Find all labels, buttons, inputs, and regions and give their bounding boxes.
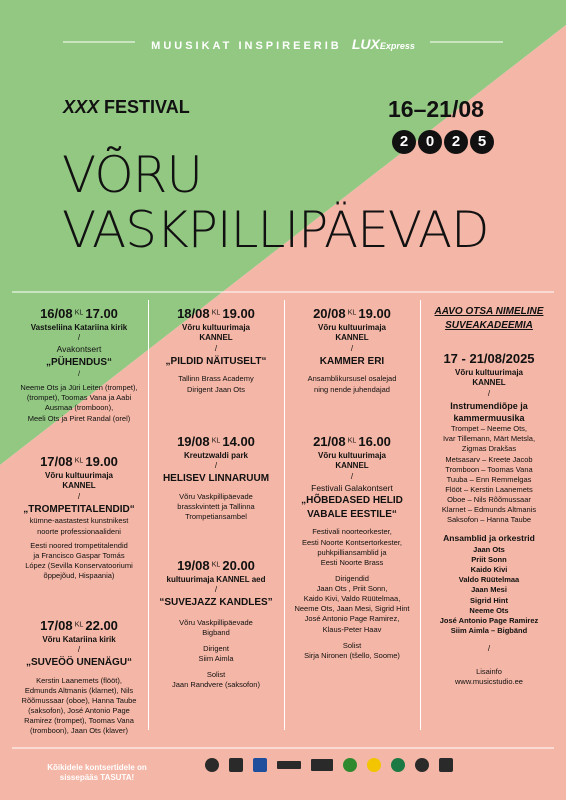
- separator: /: [77, 645, 81, 655]
- section-ensembles: Ansamblid ja orkestrid: [443, 533, 535, 544]
- sponsor-logo-icon: [277, 761, 301, 769]
- festival-dates: 16–21/08: [388, 96, 484, 122]
- event-desc: kümne-aastastest kunstnikest noorte professionaalideni: [29, 516, 129, 536]
- event-performers: Võru Vaskpillipäevade brasskvintett ja Tallinna Trompetiansambel: [177, 491, 255, 521]
- sponsor-logo-icon: [253, 758, 267, 772]
- column-divider: [284, 300, 285, 730]
- event-performers: Kerstin Laanemets (flööt), Edmunds Altmanis (klarnet), Nils Rõõmussaar (oboe), Hanna Taube (saksofon), José Antonio Page Ramirez (trompet), Toomas Vana (tromboon), Jaan Ots (klaver): [21, 675, 137, 736]
- event-venue: Võru Katariina kirik: [42, 634, 116, 644]
- event-title: „PILDID NÄITUSELT“: [165, 355, 267, 367]
- event-performers: Neeme Ots ja Jüri Leiten (trompet), (trompet), Toomas Vana ja Aabi Ausmaa (tromboon), Meeli Ots ja Piret Randal (orel): [20, 383, 138, 423]
- festival-label: XXX FESTIVAL: [63, 97, 190, 117]
- separator: /: [214, 344, 218, 354]
- event-20-08: [286, 305, 418, 395]
- event-17-08-22: [12, 617, 146, 736]
- event-21-08: [286, 433, 418, 661]
- event-performers: Võru Vaskpillipäevade Bigband Dirigent Siim Aimla Solist Jaan Randvere (saksofon): [172, 617, 260, 690]
- lux-express-logo: LUXExpress: [351, 36, 415, 52]
- event-title: “SUVEJAZZ KANDLES”: [159, 597, 273, 609]
- academy-heading: AAVO OTSA NIMELINE: [434, 306, 544, 317]
- tagline: MUUSIKAT INSPIREERIB: [151, 40, 342, 52]
- sponsor-logo-icon: [391, 758, 405, 772]
- ensemble-leaders: Jaan Ots Priit Sonn Kaido Kivi Valdo Rüütelmaa Jaan Mesi Sigrid Hint Neeme Ots José Antonio Page Ramirez Siim Aimla – Bigbänd: [439, 544, 539, 635]
- event-date-line: 19/08 KL 20.00: [177, 558, 255, 573]
- event-venue-hall: KANNEL: [335, 461, 369, 471]
- separator: /: [77, 333, 81, 343]
- sponsor-logo-icon: [367, 758, 381, 772]
- academy-heading-line2: SUVEAKADEEMIA: [445, 319, 533, 331]
- event-date-line: 18/08 KL 19.00: [177, 306, 255, 321]
- event-performers: Festivali noorteorkester, Eesti Noorte Kontsertorkester, puhkpilliansamblid ja Eesti Noorte Brass Dirigendid Jaan Ots , Priit Sonn, Kaido Kivi, Valdo Rüütelmaa, Neeme Ots, Jaan Mesi, Sigrid Hint José Antonio Page Ramirez, Klaus-Peter Haav Solist Sirja Nironen (tšello, Soome): [294, 527, 410, 660]
- event-venue: Võru kultuurimaja: [317, 322, 386, 332]
- event-date-line: 17/08 KL 22.00: [40, 618, 118, 633]
- info-label: Lisainfo: [476, 666, 502, 676]
- instrument-teachers: Trompet – Neeme Ots, Ivar Tillemann, Märt Metsla, Zigmas Drakšas Metsasarv – Kreete Jacob Tromboon – Toomas Vana Tuuba – Enn Remmelgas Flööt – Kerstin Laanemets Oboe – Nils Rõõmussaar Klarnet – Edmunds Altmanis Saksofon – Hanna Taube: [441, 424, 537, 525]
- event-date-line: 16/08 KL 17.00: [40, 306, 118, 321]
- separator: /: [487, 644, 491, 654]
- event-date-line: 17/08 KL 19.00: [40, 454, 118, 469]
- sponsor-logo-icon: [439, 758, 453, 772]
- separator: /: [77, 492, 81, 502]
- sponsor-logo-icon: [229, 758, 243, 772]
- event-performers: Eesti noored trompetitalendid ja Francisco Gaspar Tomás López (Sevilla Konservatooriumi õppejõud, Hispaania): [25, 540, 133, 581]
- event-title: „HÕBEDASED HELID: [301, 495, 403, 507]
- sponsor-line: [0, 36, 566, 52]
- separator: /: [214, 461, 218, 471]
- event-venue-hall: KANNEL: [199, 333, 233, 343]
- separator: /: [214, 585, 218, 595]
- year-digit: 5: [470, 130, 494, 154]
- free-entry-note: Kõikidele kontsertidele on sissepääs TASUTA!: [47, 763, 147, 783]
- academy-venue-hall: KANNEL: [472, 378, 506, 388]
- event-venue-hall: KANNEL: [335, 333, 369, 343]
- sponsor-logos: [205, 758, 453, 772]
- year-digit: 2: [392, 130, 416, 154]
- main-title-line2: VASKPILLIPÄEVAD: [62, 201, 489, 259]
- event-venue: Vastseliina Katariina kirik: [30, 322, 128, 332]
- event-title: „SUVEÖÖ UNENÄGU“: [25, 657, 133, 669]
- event-date-line: 20/08 KL 19.00: [313, 306, 391, 321]
- year-digit: 2: [444, 130, 468, 154]
- event-title: „PÜHENDUS“: [45, 356, 113, 368]
- event-title: HELISEV LINNARUUM: [162, 473, 270, 485]
- event-19-08-14: [150, 433, 282, 522]
- section-instruments: Instrumendiõpe ja: [450, 400, 528, 411]
- event-title: „TROMPETITALENDID“: [23, 503, 135, 515]
- event-venue: kultuurimaja KANNEL aed: [166, 574, 266, 584]
- academy-dates: 17 - 21/08/2025: [443, 351, 535, 366]
- event-18-08: [150, 305, 282, 395]
- sponsor-logo-icon: [311, 759, 333, 771]
- event-16-08: [12, 305, 146, 424]
- year-digit: 0: [418, 130, 442, 154]
- event-date-line: 19/08 KL 14.00: [177, 434, 255, 449]
- event-title-line2: VABALE EESTILE“: [307, 508, 397, 520]
- column-divider: [420, 300, 421, 730]
- separator: /: [350, 472, 354, 482]
- section-instruments-line2: kammermuusika: [453, 413, 525, 424]
- event-performers: Tallinn Brass Academy Dirigent Jaan Ots: [178, 374, 254, 394]
- sponsor-logo-icon: [205, 758, 219, 772]
- event-venue-hall: KANNEL: [62, 481, 96, 491]
- event-type: Avakontsert: [56, 344, 102, 355]
- separator: /: [350, 344, 354, 354]
- summer-academy: [422, 305, 556, 687]
- column-divider: [148, 300, 149, 730]
- event-date-line: 21/08 KL 16.00: [313, 434, 391, 449]
- event-venue: Kreutzwaldi park: [183, 450, 248, 460]
- event-type: Festivali Galakontsert: [311, 482, 393, 493]
- event-title: KAMMER ERI: [319, 355, 385, 367]
- festival-year: [392, 130, 494, 154]
- separator: /: [77, 369, 81, 379]
- separator: /: [487, 389, 491, 399]
- event-venue: Võru kultuurimaja: [181, 322, 250, 332]
- sponsor-logo-icon: [343, 758, 357, 772]
- academy-venue: Võru kultuurimaja: [454, 367, 523, 377]
- event-performers: Ansamblikursusel osalejad ning nende juhendajad: [307, 374, 397, 394]
- event-17-08-19: [12, 453, 146, 581]
- event-venue: Võru kultuurimaja: [317, 450, 386, 460]
- sponsor-logo-icon: [415, 758, 429, 772]
- info-link[interactable]: www.musicstudio.ee: [455, 676, 523, 686]
- event-venue: Võru kultuurimaja: [44, 470, 113, 480]
- main-title-line1: VÕRU: [62, 146, 203, 204]
- event-19-08-20: [150, 557, 282, 690]
